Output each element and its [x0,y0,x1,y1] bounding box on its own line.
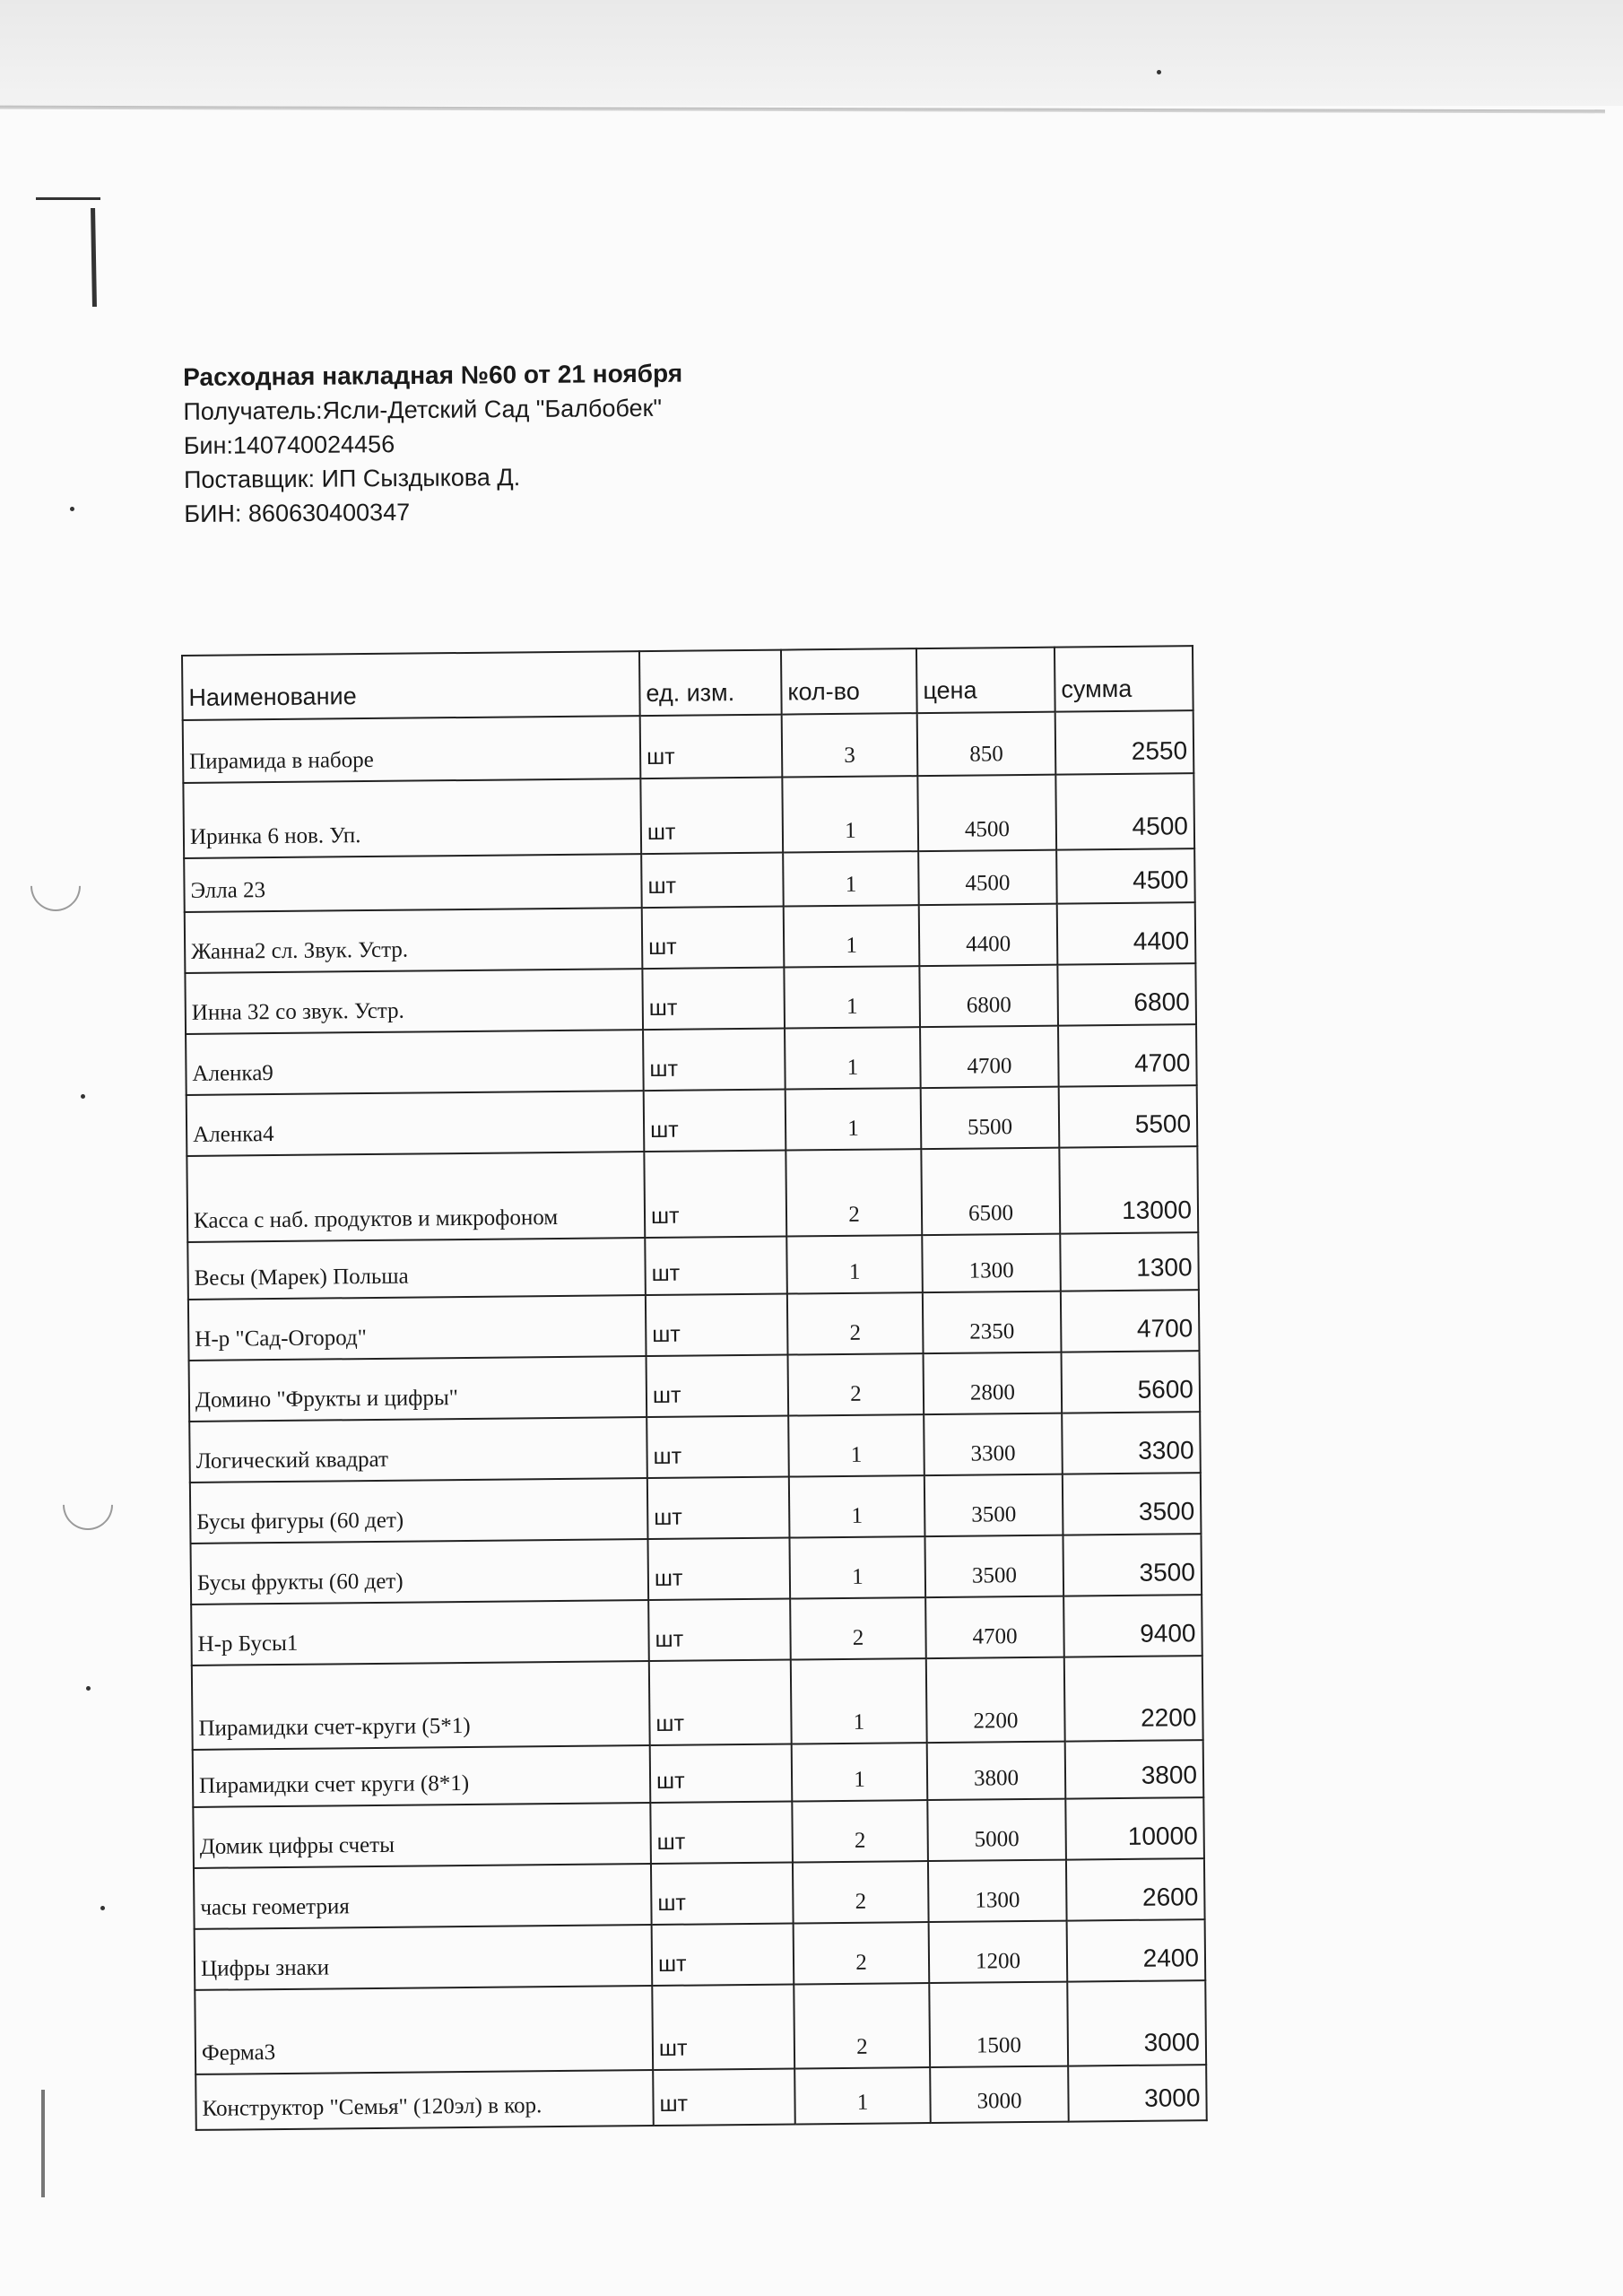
column-header-qty: кол-во [781,648,917,714]
invoice-header [183,357,683,531]
corner-mark [36,197,100,200]
item-unit: шт [645,1237,787,1296]
table-row [191,1595,1202,1665]
item-sum: 5500 [1059,1085,1198,1147]
item-quantity: 1 [791,1658,927,1744]
item-sum: 4700 [1061,1290,1200,1352]
item-name: Пирамидки счет-круги (5*1) [192,1661,650,1750]
item-name: Инна 32 со звук. Устр. [185,969,643,1034]
item-unit: шт [647,1538,790,1601]
item-name: Жанна2 сл. Звук. Устр. [185,908,643,973]
item-quantity: 1 [786,1235,923,1293]
table-row [187,1146,1198,1242]
punch-hole-top [20,850,91,921]
invoice-title: Расходная накладная №60 от 21 ноября [183,359,683,391]
item-name: Цифры знаки [195,1925,653,1990]
item-sum: 3000 [1068,2065,1207,2121]
item-price: 850 [917,712,1056,776]
corner-mark-vertical [91,208,97,307]
table-row [192,1656,1203,1750]
item-unit: шт [640,715,783,779]
item-quantity: 2 [794,1983,930,2068]
table-row [193,1797,1204,1868]
column-header-price: цена [916,648,1055,713]
item-quantity: 2 [790,1597,926,1659]
item-name: Бусы фрукты (60 дет) [191,1539,649,1605]
item-unit: шт [649,1660,792,1746]
item-unit: шт [643,1029,785,1091]
item-unit: шт [644,1090,786,1152]
table-row [188,1290,1200,1361]
item-sum: 4500 [1056,848,1195,903]
item-unit: шт [646,1294,788,1357]
table-row [184,848,1195,912]
item-unit: шт [653,2069,795,2126]
item-quantity: 1 [784,966,920,1028]
item-quantity: 1 [782,776,918,852]
item-name: Аленка4 [187,1091,645,1156]
item-unit: шт [641,853,784,909]
item-name: Н-р "Сад-Огород" [188,1295,647,1361]
speck [81,1094,85,1099]
item-sum: 3800 [1065,1740,1204,1798]
item-price: 5500 [921,1087,1060,1149]
invoice-items-table [181,645,1208,2131]
item-price: 1500 [929,1982,1068,2067]
table-row [185,963,1196,1034]
item-price: 2200 [926,1657,1065,1743]
table-row [191,1534,1202,1605]
item-price: 3000 [930,2066,1069,2123]
item-price: 4500 [918,850,1057,905]
item-price: 1300 [922,1234,1061,1292]
supplier-line: Поставщик: ИП Сыздыкова Д. [183,464,521,493]
item-price: 2800 [924,1352,1063,1414]
item-unit: шт [647,1477,790,1540]
item-price: 3500 [924,1535,1063,1597]
item-price: 3500 [924,1474,1063,1536]
table-row [187,1085,1198,1156]
scan-margin-line [41,2090,45,2197]
item-sum: 3300 [1062,1412,1201,1474]
item-sum: 10000 [1065,1797,1204,1859]
table-row [189,1412,1201,1483]
column-header-sum: сумма [1055,646,1193,711]
item-sum: 4700 [1058,1024,1197,1086]
item-name: Аленка9 [186,1030,644,1095]
item-unit: шт [651,1863,794,1926]
item-quantity: 1 [785,1088,922,1150]
item-quantity: 1 [794,2067,931,2124]
item-sum: 5600 [1062,1351,1201,1413]
item-name: Элла 23 [184,854,642,912]
item-quantity: 3 [782,713,918,777]
item-price: 5000 [927,1799,1066,1861]
table-row [193,1740,1204,1807]
item-price: 6500 [921,1148,1060,1235]
item-name: Пирамидки счет круги (8*1) [193,1745,651,1807]
table-row [190,1473,1202,1544]
item-name: Домик цифры счеты [193,1803,651,1868]
item-sum: 3000 [1067,1980,1206,2066]
table-header-row [182,646,1193,720]
item-price: 2350 [923,1292,1062,1353]
speck [100,1906,105,1910]
item-quantity: 1 [792,1743,928,1801]
item-unit: шт [652,1985,794,2071]
table-row [183,773,1194,858]
item-price: 1300 [928,1860,1067,1922]
item-sum: 2200 [1064,1656,1203,1741]
item-unit: шт [642,907,785,970]
item-name: Домино "Фрукты и цифры" [189,1356,647,1422]
item-unit: шт [650,1802,793,1865]
item-unit: шт [642,968,785,1031]
item-quantity: 1 [789,1536,925,1598]
item-quantity: 2 [787,1292,924,1354]
table-row [189,1351,1201,1422]
item-sum: 9400 [1063,1595,1202,1657]
table-row [195,1919,1206,1990]
item-quantity: 2 [792,1800,928,1862]
item-price: 6800 [919,965,1058,1027]
item-sum: 2400 [1067,1919,1206,1981]
table-row [186,1024,1197,1095]
table-row [187,1232,1199,1300]
item-name: Касса с наб. продуктов и микрофоном [187,1152,645,1242]
item-quantity: 2 [794,1922,930,1984]
item-quantity: 2 [788,1353,924,1415]
item-unit: шт [647,1355,789,1418]
table-row [183,710,1194,783]
item-name: Иринка 6 нов. Уп. [183,778,641,858]
item-unit: шт [652,1924,794,1987]
table-row [195,1980,1206,2074]
scan-top-shade [0,0,1623,106]
item-price: 4700 [925,1596,1064,1658]
item-sum: 3500 [1063,1473,1202,1535]
column-header-unit: ед. изм. [639,650,782,717]
item-price: 3800 [927,1742,1066,1800]
item-sum: 2600 [1066,1858,1205,1920]
item-quantity: 1 [785,1027,921,1089]
item-sum: 1300 [1060,1232,1199,1291]
item-quantity: 1 [789,1475,925,1537]
table-row [195,2065,1207,2130]
item-name: Весы (Марек) Польша [187,1238,646,1300]
item-name: Конструктор "Семья" (120эл) в кор. [195,2070,654,2130]
item-sum: 3500 [1063,1534,1202,1596]
item-price: 4400 [919,904,1058,966]
item-sum: 6800 [1057,963,1196,1025]
column-header-name: Наименование [182,651,640,720]
item-sum: 4500 [1055,773,1194,849]
table-row [194,1858,1205,1929]
item-price: 4700 [920,1026,1059,1088]
item-sum: 4400 [1057,902,1196,964]
speck [70,507,74,511]
punch-hole-bottom [52,1469,123,1540]
item-unit: шт [647,1416,789,1479]
item-quantity: 1 [783,851,919,906]
item-quantity: 1 [788,1414,924,1476]
item-name: Ферма3 [195,1986,653,2074]
item-unit: шт [640,778,783,855]
item-name: Н-р Бусы1 [191,1600,649,1665]
item-unit: шт [648,1599,791,1662]
scan-edge-line [0,106,1605,114]
item-quantity: 1 [784,905,920,967]
item-unit: шт [644,1151,786,1239]
speck [86,1686,91,1691]
item-quantity: 2 [785,1149,922,1236]
recipient-bin: Бин:140740024456 [183,430,395,459]
item-name: Бусы фигуры (60 дет) [190,1478,648,1544]
item-sum: 13000 [1059,1146,1198,1233]
item-price: 3300 [924,1413,1063,1475]
item-quantity: 2 [793,1861,929,1923]
recipient-line: Получатель:Ясли-Детский Сад "Балбобек" [183,394,663,425]
supplier-bin: БИН: 860630400347 [184,499,411,527]
item-unit: шт [650,1744,793,1804]
item-name: Логический квадрат [189,1417,647,1483]
speck [1157,70,1161,74]
table-row [185,902,1196,973]
item-name: часы геометрия [194,1864,652,1929]
item-price: 4500 [917,775,1056,851]
item-sum: 2550 [1055,710,1194,774]
table-body [183,710,1207,2130]
item-name: Пирамида в наборе [183,716,641,783]
item-price: 1200 [929,1921,1068,1983]
